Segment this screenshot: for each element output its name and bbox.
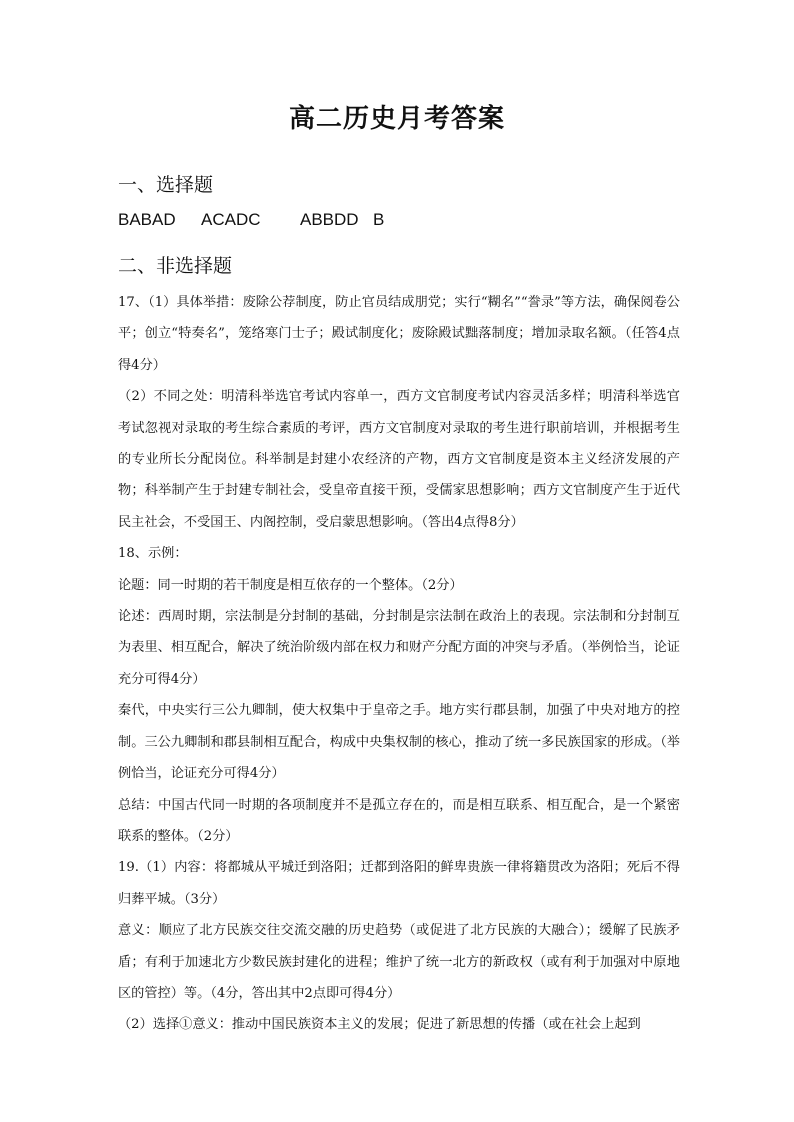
multiple-choice-answers xyxy=(118,210,384,230)
answer-paragraph-18-argument-2: 秦代，中央实行三公九卿制，使大权集中于皇帝之手。地方实行郡县制，加强了中央对地方的控制。三公九卿制和郡县制相互配合，构成中央集权制的核心，推动了统一多民族国家的形成。（举例恰当，论证充分可得4分） xyxy=(118,703,680,782)
answer-paragraph-18-argument-1: 论述：西周时期，宗法制是分封制的基础，分封制是宗法制在政治上的表现。宗法制和分封制互为表里、相互配合，解决了统治阶级内部在权力和财产分配方面的冲突与矛盾。（举例恰当，论证充分可得4分） xyxy=(118,609,680,687)
page-title: 高二历史月考答案 xyxy=(288,104,505,134)
answer-paragraph-19-significance: 意义：顺应了北方民族交往交流交融的历史趋势（或促进了北方民族的大融合）；缓解了民族矛盾；有利于加速北方少数民族封建化的进程；维护了统一北方的新政权（或有利于加强对中原地区的管控）等。（4分，答出其中2点即可得4分） xyxy=(118,923,680,1001)
answer-group-3: ABBDD xyxy=(300,210,359,229)
answer-paragraph-18-label: 18、示例： xyxy=(118,546,188,562)
answer-paragraph-19-1: 19.（1）内容：将都城从平城迁到洛阳；迁都到洛阳的鲜卑贵族一律将籍贯改为洛阳；死后不得归葬平城。（3分） xyxy=(118,860,680,907)
answer-paragraph-17-1: 17、（1）具体举措：废除公荐制度，防止官员结成朋党；实行“糊名”“誊录”等方法，确保阅卷公平；创立“特奏名”，笼络寒门士子；殿试制度化；废除殿试黜落制度；增加录取名额。（任答4点得4分） xyxy=(118,295,680,373)
answer-group-4: B xyxy=(373,210,385,229)
answer-group-1: BABAD xyxy=(118,210,176,229)
answer-paragraph-18-thesis: 论题：同一时期的若干制度是相互依存的一个整体。（2分） xyxy=(118,577,463,593)
answer-paragraph-19-2: （2）选择①意义：推动中国民族资本主义的发展；促进了新思想的传播（或在社会上起到 xyxy=(118,1017,641,1033)
section-heading-multiple-choice: 一、选择题 xyxy=(118,174,214,196)
answer-paragraph-17-2: （2）不同之处：明清科举选官考试内容单一，西方文官制度考试内容灵活多样；明清科举选官考试忽视对录取的考生综合素质的考评，西方文官制度对录取的考生进行职前培训，并根据考生的专业所长分配岗位。科举制是封建小农经济的产物，西方文官制度是资本主义经济发展的产物；科举制产生于封建专制社会，受皇帝直接干预，受儒家思想影响；西方文官制度产生于近代民主社会，不受国王、内阁控制，受启蒙思想影响。（答出4点得8分） xyxy=(118,389,680,530)
answer-group-2: ACADC xyxy=(201,210,261,229)
open-question-answers xyxy=(118,287,680,1041)
answer-paragraph-18-summary: 总结：中国古代同一时期的各项制度并不是孤立存在的，而是相互联系、相互配合，是一个紧密联系的整体。（2分） xyxy=(118,797,680,844)
section-heading-open-questions: 二、非选择题 xyxy=(118,255,233,277)
